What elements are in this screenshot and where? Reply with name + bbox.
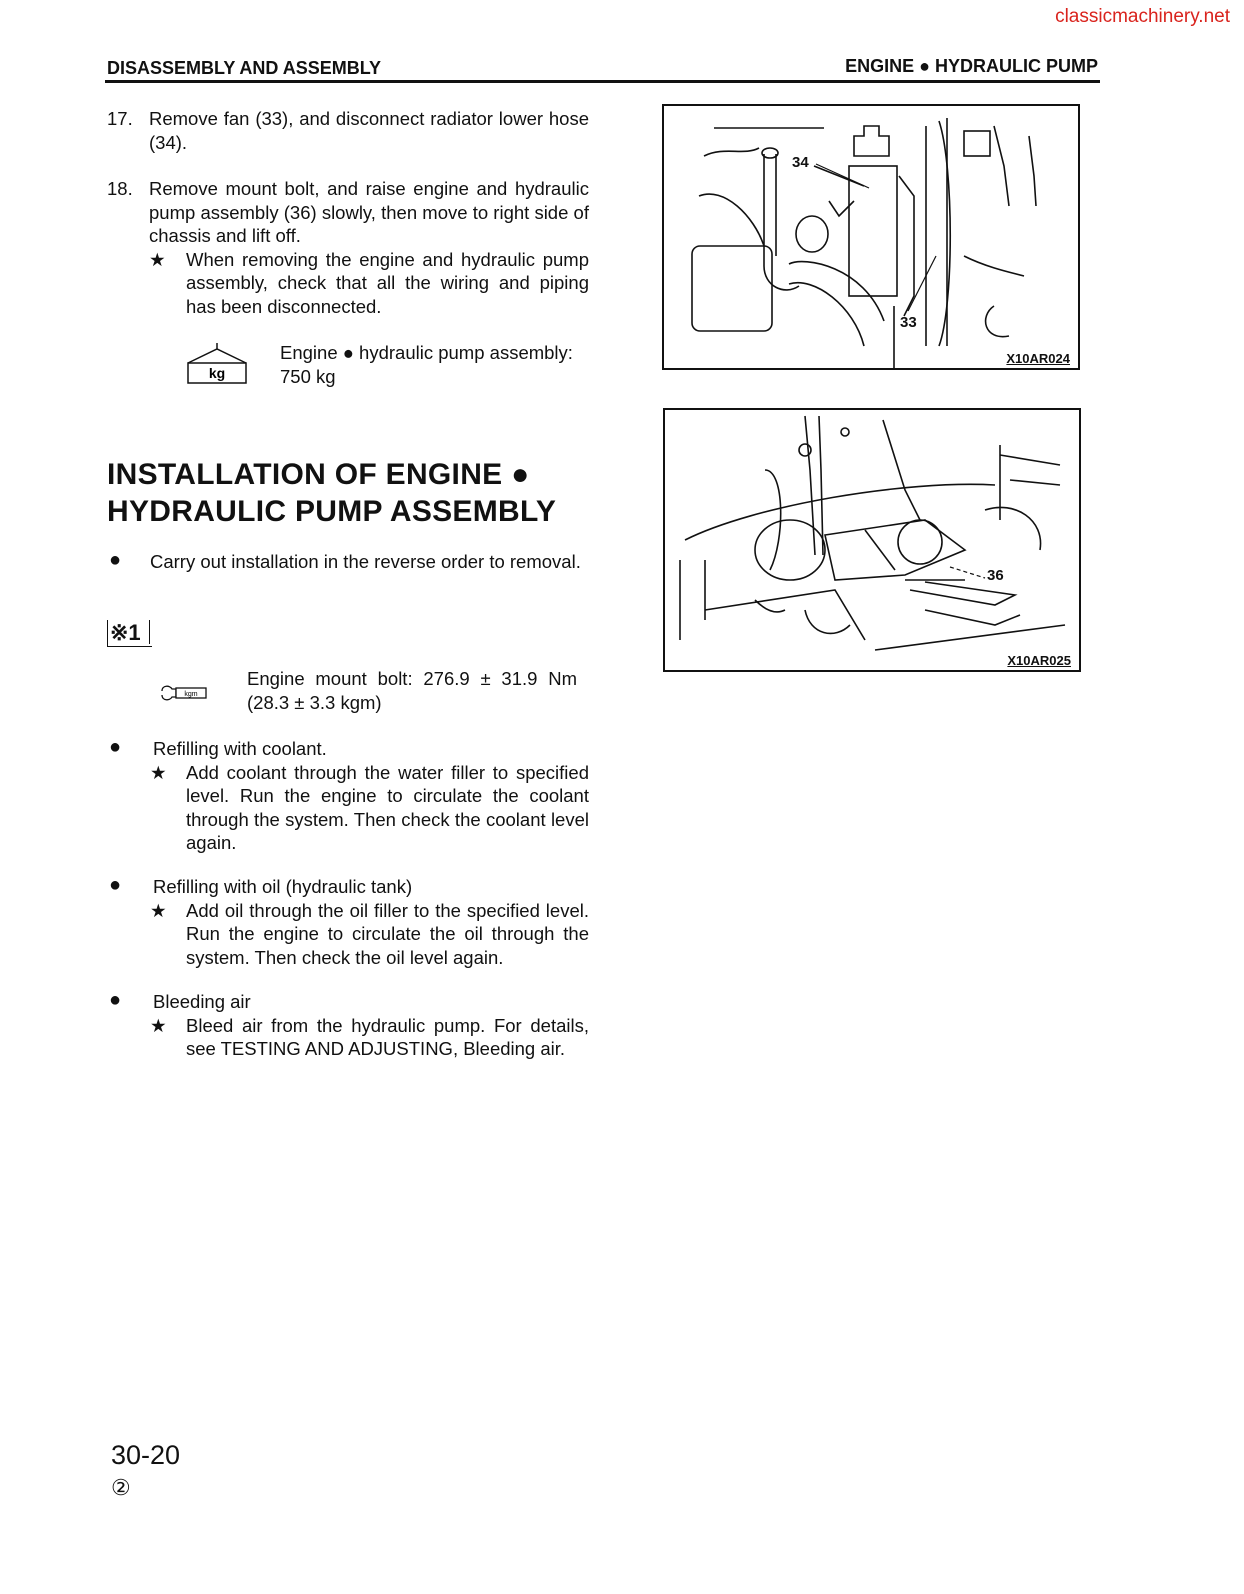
star-icon: ★ — [149, 248, 166, 270]
intro-text: Carry out installation in the reverse order to removal. — [150, 551, 581, 572]
install-bullet-1 — [107, 737, 589, 855]
fan-radiator-illustration — [664, 106, 1078, 368]
torque-wrench-icon — [160, 681, 210, 703]
step-17 — [107, 107, 589, 154]
star-icon: ★ — [150, 899, 167, 921]
bullet-icon: ● — [109, 549, 122, 571]
bullet-title: Bleeding air — [153, 991, 251, 1012]
step-note — [149, 248, 589, 319]
weight-value: 750 kg — [280, 366, 336, 387]
step-18 — [107, 177, 589, 318]
star-icon: ★ — [150, 1014, 167, 1036]
step-number: 18. — [107, 178, 133, 199]
heading-line-2: HYDRAULIC PUMP ASSEMBLY — [107, 495, 557, 528]
weight-icon-text: kg — [208, 365, 226, 381]
torque-icon-text: kgm — [184, 691, 198, 698]
weight-label: Engine ● hydraulic pump assembly: — [280, 342, 573, 363]
header-rule — [105, 80, 1100, 83]
watermark[interactable]: classicmachinery.net — [1055, 6, 1230, 27]
section-header-left: DISASSEMBLY AND ASSEMBLY — [107, 58, 382, 78]
figure-label: X10AR024 — [1006, 351, 1070, 366]
bullet-title: Refilling with coolant. — [153, 738, 327, 759]
section-header-right: ENGINE ● HYDRAULIC PUMP — [845, 56, 1098, 76]
reference-mark: ※1 — [107, 620, 152, 647]
bullet-icon: ● — [109, 989, 122, 1011]
callout-34: 34 — [792, 154, 809, 171]
step-note-text: When removing the engine and hydraulic pump assembly, check that all the wiring and piping has been disconnected. — [186, 248, 589, 317]
lifting-weight-icon — [186, 341, 250, 385]
installation-heading — [107, 456, 607, 530]
weight-spec — [280, 341, 573, 389]
step-text: Remove fan (33), and disconnect radiator lower hose (34). — [149, 108, 589, 153]
bullet-title: Refilling with oil (hydraulic tank) — [153, 876, 413, 897]
torque-spec — [247, 667, 577, 715]
bullet-note: Bleed air from the hydraulic pump. For details, see TESTING AND ADJUSTING, Bleeding air. — [186, 1014, 589, 1059]
engine-lifting-illustration — [665, 410, 1079, 670]
bullet-icon: ● — [109, 874, 122, 896]
torque-value: (28.3 ± 3.3 kgm) — [247, 692, 382, 713]
install-bullet-2 — [107, 875, 589, 969]
figure-engine-lift — [663, 408, 1081, 672]
revision-mark: ② — [111, 1475, 131, 1500]
figure-fan-removal — [662, 104, 1080, 370]
callout-36: 36 — [987, 567, 1004, 584]
torque-label: Engine mount bolt: 276.9 ± 31.9 Nm — [247, 668, 577, 689]
installation-intro — [107, 550, 589, 574]
heading-line-1: INSTALLATION OF ENGINE ● — [107, 458, 530, 491]
bullet-icon: ● — [109, 736, 122, 758]
install-bullet-3 — [107, 990, 589, 1061]
figure-label: X10AR025 — [1007, 653, 1071, 668]
bullet-note: Add oil through the oil filler to the specified level. Run the engine to circulate the oil through the system. Then check the oil level again. — [186, 899, 589, 968]
page-number: 30-20 — [111, 1440, 181, 1470]
callout-33: 33 — [900, 314, 917, 331]
step-text: Remove mount bolt, and raise engine and hydraulic pump assembly (36) slowly, then move to right side of chassis and lift off. — [149, 178, 589, 246]
bullet-note: Add coolant through the water filler to specified level. Run the engine to circulate the coolant through the system. Then check the coolant level again. — [186, 761, 589, 853]
star-icon: ★ — [150, 761, 167, 783]
step-number: 17. — [107, 108, 133, 129]
